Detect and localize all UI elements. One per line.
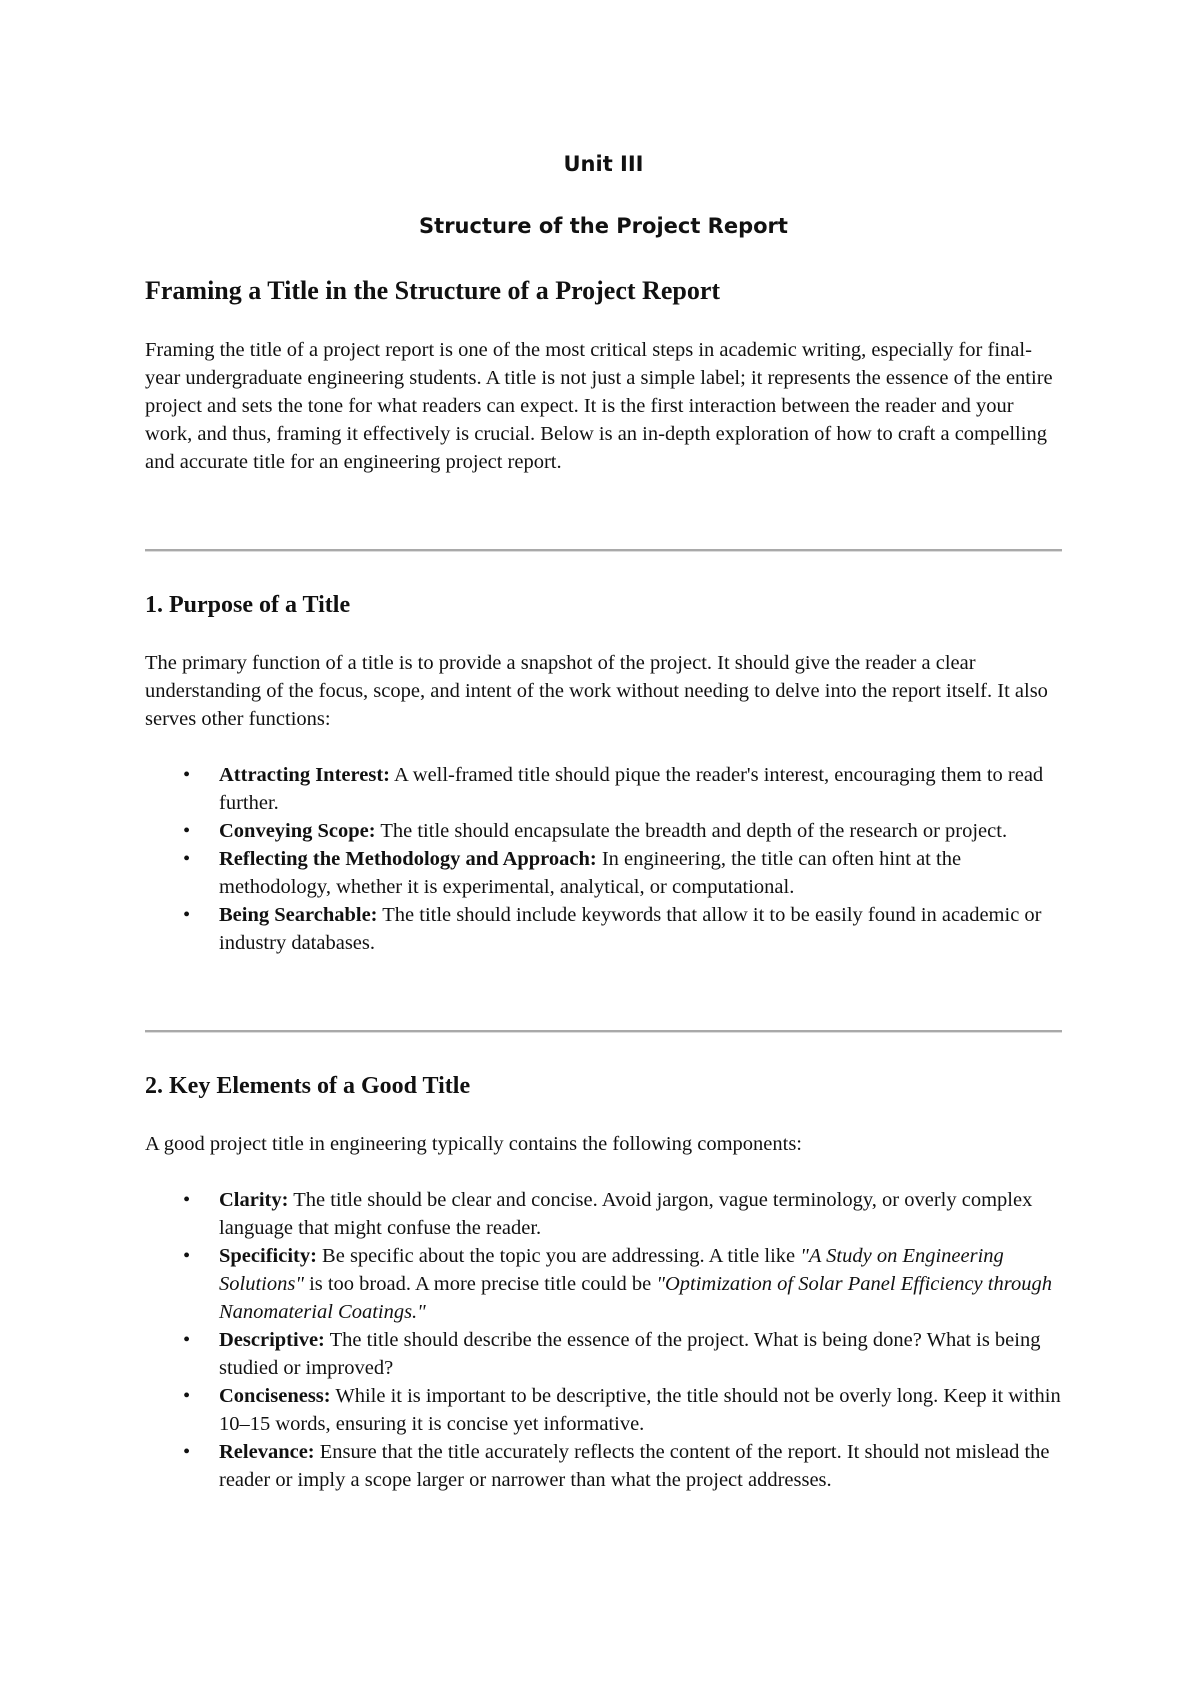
list-item	[145, 901, 1062, 957]
section-1-intro: The primary function of a title is to provide a snapshot of the project. It should give the reader a clear understanding of the focus, scope, and intent of the work without needing to delve into the report itself. It also serves other functions:	[145, 652, 1048, 730]
section-2-heading: 2. Key Elements of a Good Title	[145, 1073, 471, 1099]
bullet-icon: •	[183, 1385, 191, 1407]
list-item-text: In engineering, the title can often hint at the methodology, whether it is experimental, analytical, or computational.	[219, 848, 962, 898]
list-item-term: Being Searchable:	[219, 904, 378, 926]
section-1-heading: 1. Purpose of a Title	[145, 592, 351, 618]
bullet-icon: •	[183, 1441, 191, 1463]
list-item-text: Ensure that the title accurately reflects the content of the report. It should not mislead the reader or imply a scope larger or narrower than what the project addresses.	[219, 1441, 1050, 1491]
section-2-intro: A good project title in engineering typically contains the following components:	[145, 1133, 803, 1155]
example-title: "A Study on Engineering Solutions"	[219, 1245, 1004, 1295]
unit-title: Unit III	[563, 152, 644, 176]
list-item-term: Conciseness:	[219, 1385, 331, 1407]
list-item-term: Relevance:	[219, 1441, 315, 1463]
horizontal-rule	[145, 1030, 1062, 1033]
list-item-term: Reflecting the Methodology and Approach:	[219, 848, 597, 870]
list-item-text: The title should describe the essence of the project. What is being done? What is being studied or improved?	[219, 1329, 1041, 1379]
list-item-term: Conveying Scope:	[219, 820, 376, 842]
list-item-text: The title should encapsulate the breadth and depth of the research or project.	[375, 820, 1008, 842]
list-item	[145, 761, 1062, 817]
bullet-icon: •	[183, 1189, 191, 1211]
list-item	[145, 1438, 1062, 1494]
list-item-text: is too broad. A more precise title could be	[303, 1273, 657, 1295]
list-item-text: While it is important to be descriptive, the title should not be overly long. Keep it within 10–15 words, ensuring it is concise yet informative.	[219, 1385, 1061, 1435]
list-item-term: Attracting Interest:	[219, 764, 390, 786]
list-item	[145, 845, 1062, 901]
list-item	[145, 1186, 1062, 1242]
bullet-icon: •	[183, 904, 191, 926]
report-title: Structure of the Project Report	[419, 214, 788, 238]
list-item-text: Be specific about the topic you are addressing. A title like	[316, 1245, 801, 1267]
list-item-term: Specificity:	[219, 1245, 317, 1267]
bullet-icon: •	[183, 820, 191, 842]
list-item	[145, 1326, 1062, 1382]
bullet-icon: •	[183, 848, 191, 870]
intro-paragraph: Framing the title of a project report is one of the most critical steps in academic writing, especially for final-year undergraduate engineering students. A title is not just a simple label; it represents the essence of the entire project and sets the tone for what readers can expect. It is the first interaction between the reader and your work, and thus, framing it effectively is crucial. Below is an in-depth exploration of how to craft a compelling and accurate title for an engineering project report.	[145, 339, 1053, 473]
section-1-list	[145, 761, 1062, 957]
horizontal-rule	[145, 549, 1062, 552]
list-item	[145, 1242, 1062, 1326]
bullet-icon: •	[183, 1245, 191, 1267]
section-2-list	[145, 1186, 1062, 1494]
list-item-term: Clarity:	[219, 1189, 289, 1211]
example-title: "Optimization of Solar Panel Efficiency through Nanomaterial Coatings."	[219, 1273, 1052, 1323]
list-item-text: The title should be clear and concise. Avoid jargon, vague terminology, or overly complex language that might confuse the reader.	[219, 1189, 1033, 1239]
list-item-text: A well-framed title should pique the reader's interest, encouraging them to read further.	[219, 764, 1044, 814]
main-heading: Framing a Title in the Structure of a Project Report	[145, 276, 721, 305]
list-item-text: The title should include keywords that allow it to be easily found in academic or industry databases.	[219, 904, 1042, 954]
list-item	[145, 817, 1062, 845]
list-item-term: Descriptive:	[219, 1329, 325, 1351]
bullet-icon: •	[183, 764, 191, 786]
bullet-icon: •	[183, 1329, 191, 1351]
list-item	[145, 1382, 1062, 1438]
